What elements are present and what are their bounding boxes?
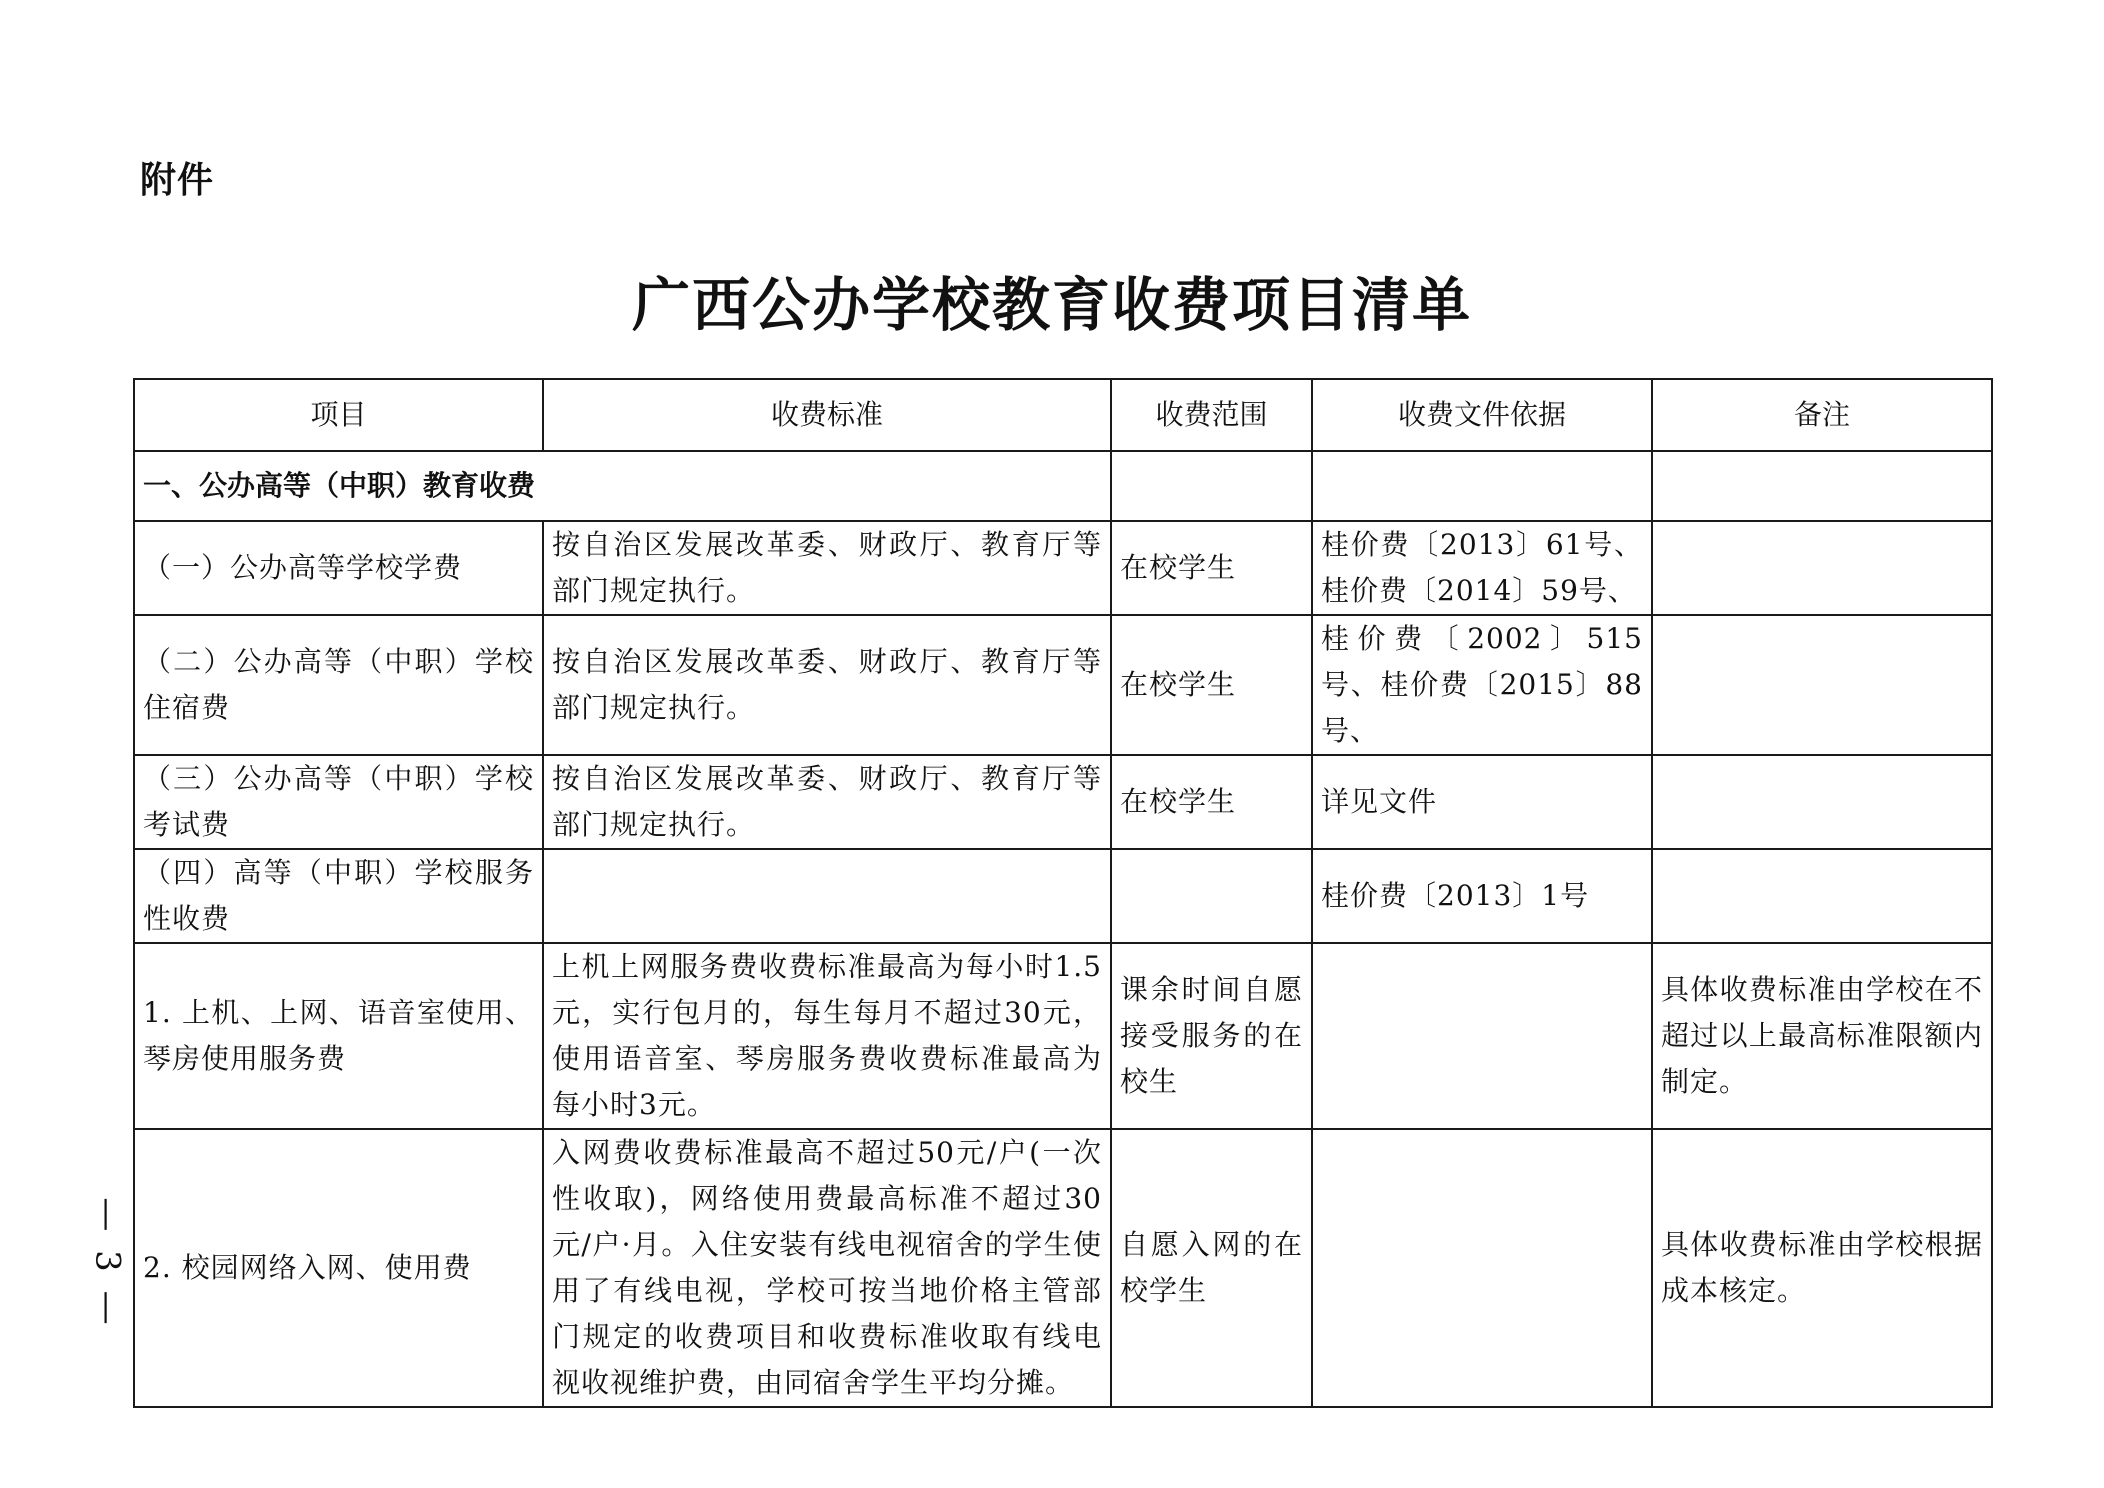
row-item: （一）公办高等学校学费: [134, 521, 543, 615]
row-note: [1652, 521, 1992, 615]
row-item: （四）高等（中职）学校服务性收费: [134, 849, 543, 943]
row-standard: 按自治区发展改革委、财政厅、教育厅等部门规定执行。: [543, 755, 1111, 849]
section-row: [134, 451, 1992, 521]
row-note: [1652, 849, 1992, 943]
row-standard: 上机上网服务费收费标准最高为每小时1.5元，实行包月的，每生每月不超过30元，使用语音室、琴房服务费收费标准最高为每小时3元。: [543, 943, 1111, 1129]
row-basis: 桂价费〔2013〕1号: [1312, 849, 1652, 943]
row-item: 1. 上机、上网、语音室使用、琴房使用服务费: [134, 943, 543, 1129]
row-note: 具体收费标准由学校根据成本核定。: [1652, 1129, 1992, 1407]
table-row: [134, 849, 1992, 943]
row-item: （三）公办高等（中职）学校考试费: [134, 755, 543, 849]
row-basis: [1312, 943, 1652, 1129]
section-empty-scope: [1111, 451, 1312, 521]
row-scope: 在校学生: [1111, 755, 1312, 849]
section-heading: 一、公办高等（中职）教育收费: [134, 451, 1111, 521]
row-standard: 入网费收费标准最高不超过50元/户(一次性收取)，网络使用费最高标准不超过30元/户·月。入住安装有线电视宿舍的学生使用了有线电视，学校可按当地价格主管部门规定的收费项目和收费标准收取有线电视收视维护费，由同宿舍学生平均分摊。: [543, 1129, 1111, 1407]
row-note: [1652, 615, 1992, 755]
row-standard: 按自治区发展改革委、财政厅、教育厅等部门规定执行。: [543, 521, 1111, 615]
page-number: [88, 1197, 128, 1329]
attachment-label: 附件: [140, 160, 215, 201]
table-row: [134, 943, 1992, 1129]
table-row: [134, 521, 1992, 615]
section-empty-basis: [1312, 451, 1652, 521]
row-basis: [1312, 1129, 1652, 1407]
row-standard: [543, 849, 1111, 943]
row-basis: 详见文件: [1312, 755, 1652, 849]
section-empty-note: [1652, 451, 1992, 521]
row-basis: 桂价费〔2013〕61号、桂价费〔2014〕59号、: [1312, 521, 1652, 615]
fee-items-table: [133, 378, 1993, 1408]
table-row: [134, 1129, 1992, 1407]
row-scope: 课余时间自愿接受服务的在校生: [1111, 943, 1312, 1129]
row-item: （二）公办高等（中职）学校住宿费: [134, 615, 543, 755]
header-basis: 收费文件依据: [1312, 379, 1652, 451]
row-standard: 按自治区发展改革委、财政厅、教育厅等部门规定执行。: [543, 615, 1111, 755]
page-number-text: — 3 —: [88, 1197, 128, 1329]
row-scope: 在校学生: [1111, 521, 1312, 615]
header-scope: 收费范围: [1111, 379, 1312, 451]
row-note: 具体收费标准由学校在不超过以上最高标准限额内制定。: [1652, 943, 1992, 1129]
document-title: 广西公办学校教育收费项目清单: [631, 271, 1472, 339]
row-scope: 自愿入网的在校学生: [1111, 1129, 1312, 1407]
row-item: 2. 校园网络入网、使用费: [134, 1129, 543, 1407]
row-scope: [1111, 849, 1312, 943]
table-header-row: [134, 379, 1992, 451]
header-item: 项目: [134, 379, 543, 451]
table-row: [134, 755, 1992, 849]
header-note: 备注: [1652, 379, 1992, 451]
row-note: [1652, 755, 1992, 849]
header-standard: 收费标准: [543, 379, 1111, 451]
row-basis: 桂价费〔2002〕515号、桂价费〔2015〕88号、: [1312, 615, 1652, 755]
row-scope: 在校学生: [1111, 615, 1312, 755]
table-row: [134, 615, 1992, 755]
